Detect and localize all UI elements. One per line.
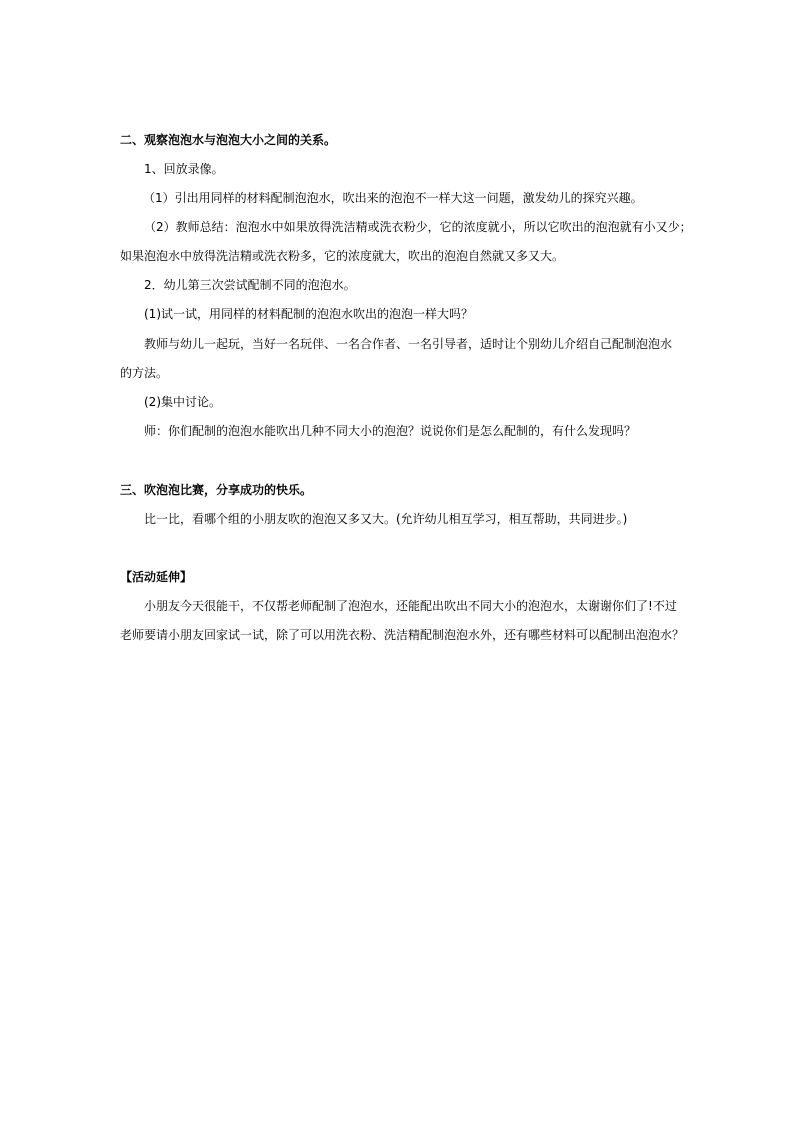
item-1: 1、回放录像。 <box>144 162 224 176</box>
item-2-2-text: 师：你们配制的泡泡水能吹出几种不同大小的泡泡？说说你们是怎么配制的，有什么发现吗？ <box>144 424 637 438</box>
section-3-heading: 三、吹泡泡比赛，分享成功的快乐。 <box>120 483 313 497</box>
item-1-1: （1）引出用同样的材料配制泡泡水，吹出来的泡泡不一样大这一问题，激发幼儿的探究兴趣。 <box>143 191 643 205</box>
item-1-2-line-1: （2）教师总结：泡泡水中如果放得洗洁精或洗衣粉少，它的浓度就小，所以它吹出的泡泡就有小又少； <box>144 220 692 234</box>
extension-heading: 【活动延伸】 <box>120 570 193 584</box>
section-3-text: 比一比，看哪个组的小朋友吹的泡泡又多又大。(允许幼儿相互学习，相互帮助，共同进步。) <box>144 512 628 526</box>
item-2: 2．幼儿第三次尝试配制不同的泡泡水。 <box>144 278 356 292</box>
section-2-heading: 二、观察泡泡水与泡泡大小之间的关系。 <box>120 133 337 147</box>
item-2-1: (1)试一试，用同样的材料配制的泡泡水吹出的泡泡一样大吗？ <box>144 307 474 321</box>
item-2-1-text-line-2: 的方法。 <box>120 366 169 380</box>
item-1-2-line-2: 如果泡泡水中放得洗洁精或洗衣粉多，它的浓度就大，吹出的泡泡自然就又多又大。 <box>120 249 565 263</box>
item-2-1-text-line-1: 教师与幼儿一起玩，当好一名玩伴、一名合作者、一名引导者，适时让个别幼儿介绍自己配制泡泡水 <box>144 337 673 351</box>
extension-line-2: 老师要请小朋友回家试一试，除了可以用洗衣粉、洗洁精配制泡泡水外，还有哪些材料可以配制出泡泡水？ <box>120 628 685 642</box>
item-2-2: (2)集中讨论。 <box>144 395 221 409</box>
extension-line-1: 小朋友今天很能干，不仅帮老师配制了泡泡水，还能配出吹出不同大小的泡泡水，太谢谢你们了!不过 <box>144 599 677 613</box>
